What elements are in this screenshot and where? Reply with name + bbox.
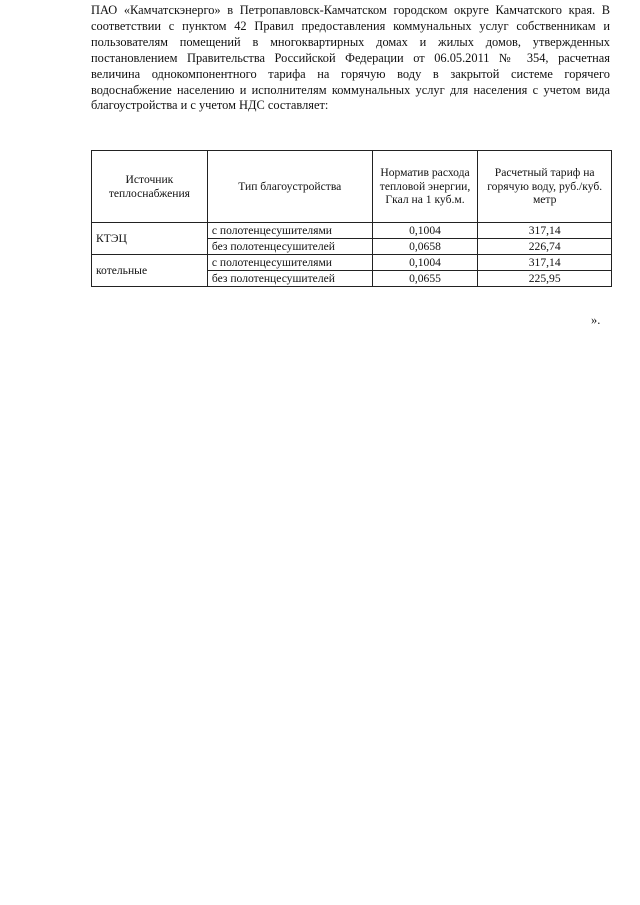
table-header-row (92, 151, 612, 223)
norm-cell: 0,0655 (372, 271, 478, 287)
type-cell: без полотенцесушителей (207, 239, 372, 255)
header-norm: Норматив расхода тепловой энергии, Гкал на 1 куб.м. (372, 151, 478, 223)
header-source: Источник теплоснабжения (92, 151, 208, 223)
norm-cell: 0,1004 (372, 223, 478, 239)
paragraph-line: ПАО «Камчатскэнерго» в Петропавловск-Камчатском городском округе Камчатского края. В (91, 3, 610, 17)
tariff-cell: 317,14 (478, 255, 612, 271)
source-cell: котельные (92, 255, 208, 287)
header-type: Тип благоустройства (207, 151, 372, 223)
tariff-cell: 317,14 (478, 223, 612, 239)
type-cell: с полотенцесушителями (207, 223, 372, 239)
tariff-cell: 226,74 (478, 239, 612, 255)
paragraph-line: соответствии с пунктом 42 Правил предоставления коммунальных услуг собственникам и (91, 18, 610, 33)
paragraph-line: величина однокомпонентного тарифа на горячую воду в закрытой системе горячего (91, 66, 610, 81)
tariff-cell: 225,95 (478, 271, 612, 287)
source-cell: КТЭЦ (92, 223, 208, 255)
type-cell: без полотенцесушителей (207, 271, 372, 287)
table-row (92, 255, 612, 271)
paragraph-line: пользователям помещений в многоквартирных домах и жилых домов, утвержденных (91, 34, 610, 49)
header-tariff: Расчетный тариф на горячую воду, руб./куб. метр (478, 151, 612, 223)
paragraph-line: постановлением Правительства Российской Федерации от 06.05.2011 № 354, расчетная (91, 50, 610, 65)
table-row (92, 223, 612, 239)
norm-cell: 0,0658 (372, 239, 478, 255)
type-cell: с полотенцесушителями (207, 255, 372, 271)
intro-paragraph (91, 3, 610, 114)
closing-quote: ». (591, 313, 601, 327)
paragraph-line: благоустройства и с учетом НДС составляет: (91, 98, 329, 113)
paragraph-line: водоснабжение населению и исполнителям коммунальных услуг для населения с учетом вида (91, 82, 610, 97)
norm-cell: 0,1004 (372, 255, 478, 271)
tariff-table (91, 150, 612, 287)
